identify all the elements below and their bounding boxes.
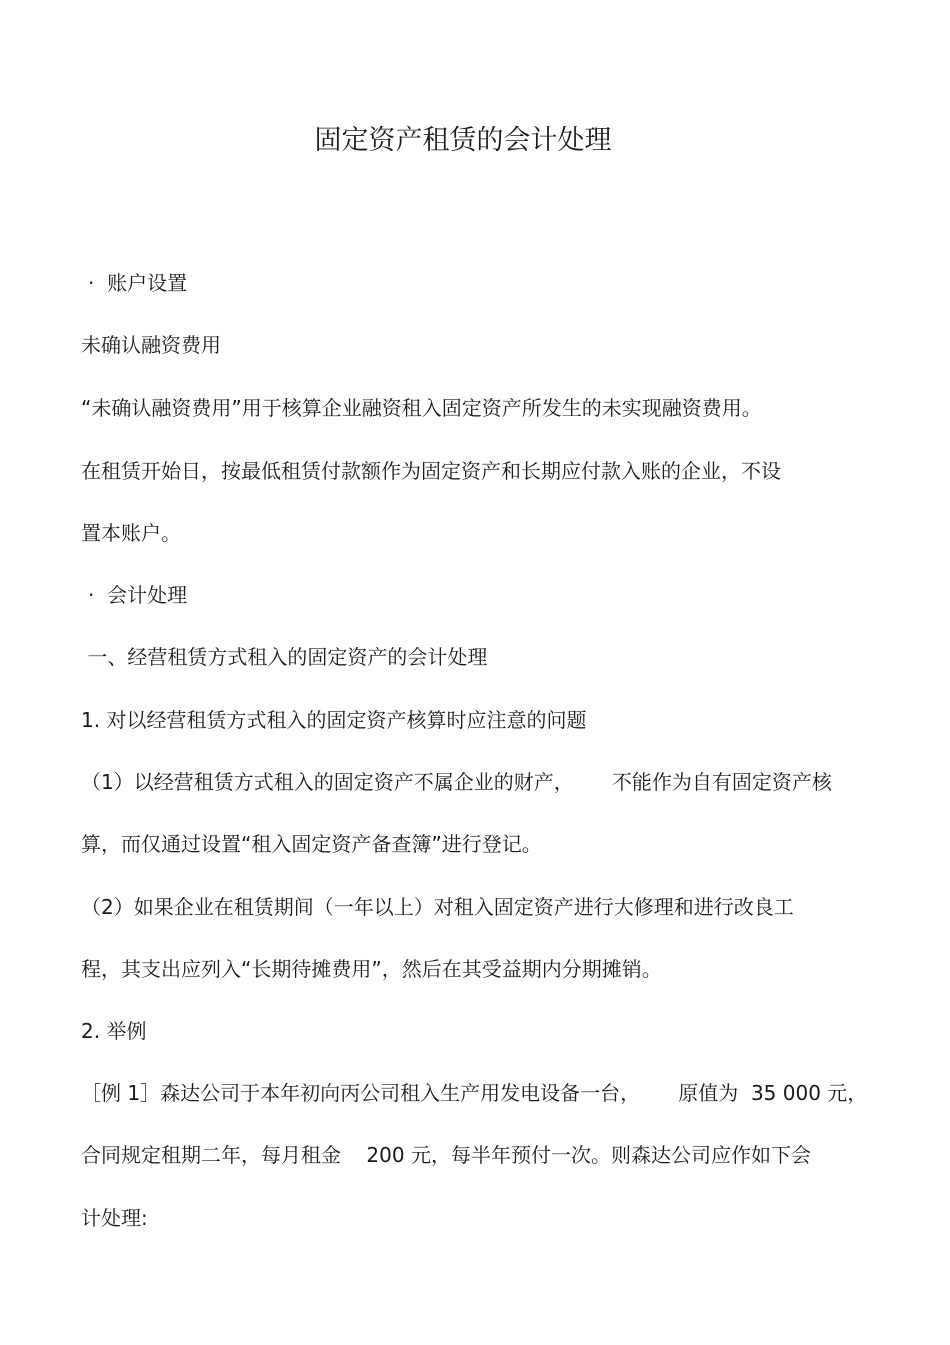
paragraph-item2-line1: （2）如果企业在租赁期间（一年以上）对租入固定资产进行大修理和进行改良工 bbox=[81, 895, 794, 919]
paragraph-item1-line1: （1）以经营租赁方式租入的固定资产不属企业的财产， 不能作为自有固定资产核 bbox=[81, 770, 832, 794]
heading-unrecognized-financing-expense: 未确认融资费用 bbox=[81, 333, 221, 357]
paragraph-example-line1: ［例 1］森达公司于本年初向丙公司租入生产用发电设备一台， 原值为 35 000 元， bbox=[81, 1081, 868, 1105]
section-heading-operating-lease: 一、经营租赁方式租入的固定资产的会计处理 bbox=[81, 645, 488, 669]
paragraph-item2-line2: 程，其支出应列入“长期待摊费用”，然后在其受益期内分期摊销。 bbox=[81, 957, 662, 981]
subheading-example: 2. 举例 bbox=[81, 1019, 147, 1043]
document-title: 固定资产租赁的会计处理 bbox=[314, 125, 612, 156]
bullet-account-setup: · 账户设置 bbox=[88, 271, 188, 295]
paragraph-example-line2: 合同规定租期二年，每月租金 200 元，每半年预付一次。则森达公司应作如下会 bbox=[81, 1143, 811, 1167]
paragraph-definition: “未确认融资费用”用于核算企业融资租入固定资产所发生的未实现融资费用。 bbox=[81, 396, 762, 420]
paragraph-example-line3: 计处理: bbox=[81, 1206, 148, 1230]
subheading-points-of-attention: 1. 对以经营租赁方式租入的固定资产核算时应注意的问题 bbox=[81, 708, 587, 732]
paragraph-lease-start-line2: 置本账户。 bbox=[81, 521, 181, 545]
bullet-accounting-treatment: · 会计处理 bbox=[88, 583, 188, 607]
paragraph-item1-line2: 算，而仅通过设置“租入固定资产备查簿”进行登记。 bbox=[81, 832, 542, 856]
paragraph-lease-start-line1: 在租赁开始日，按最低租赁付款额作为固定资产和长期应付款入账的企业，不设 bbox=[81, 459, 781, 483]
